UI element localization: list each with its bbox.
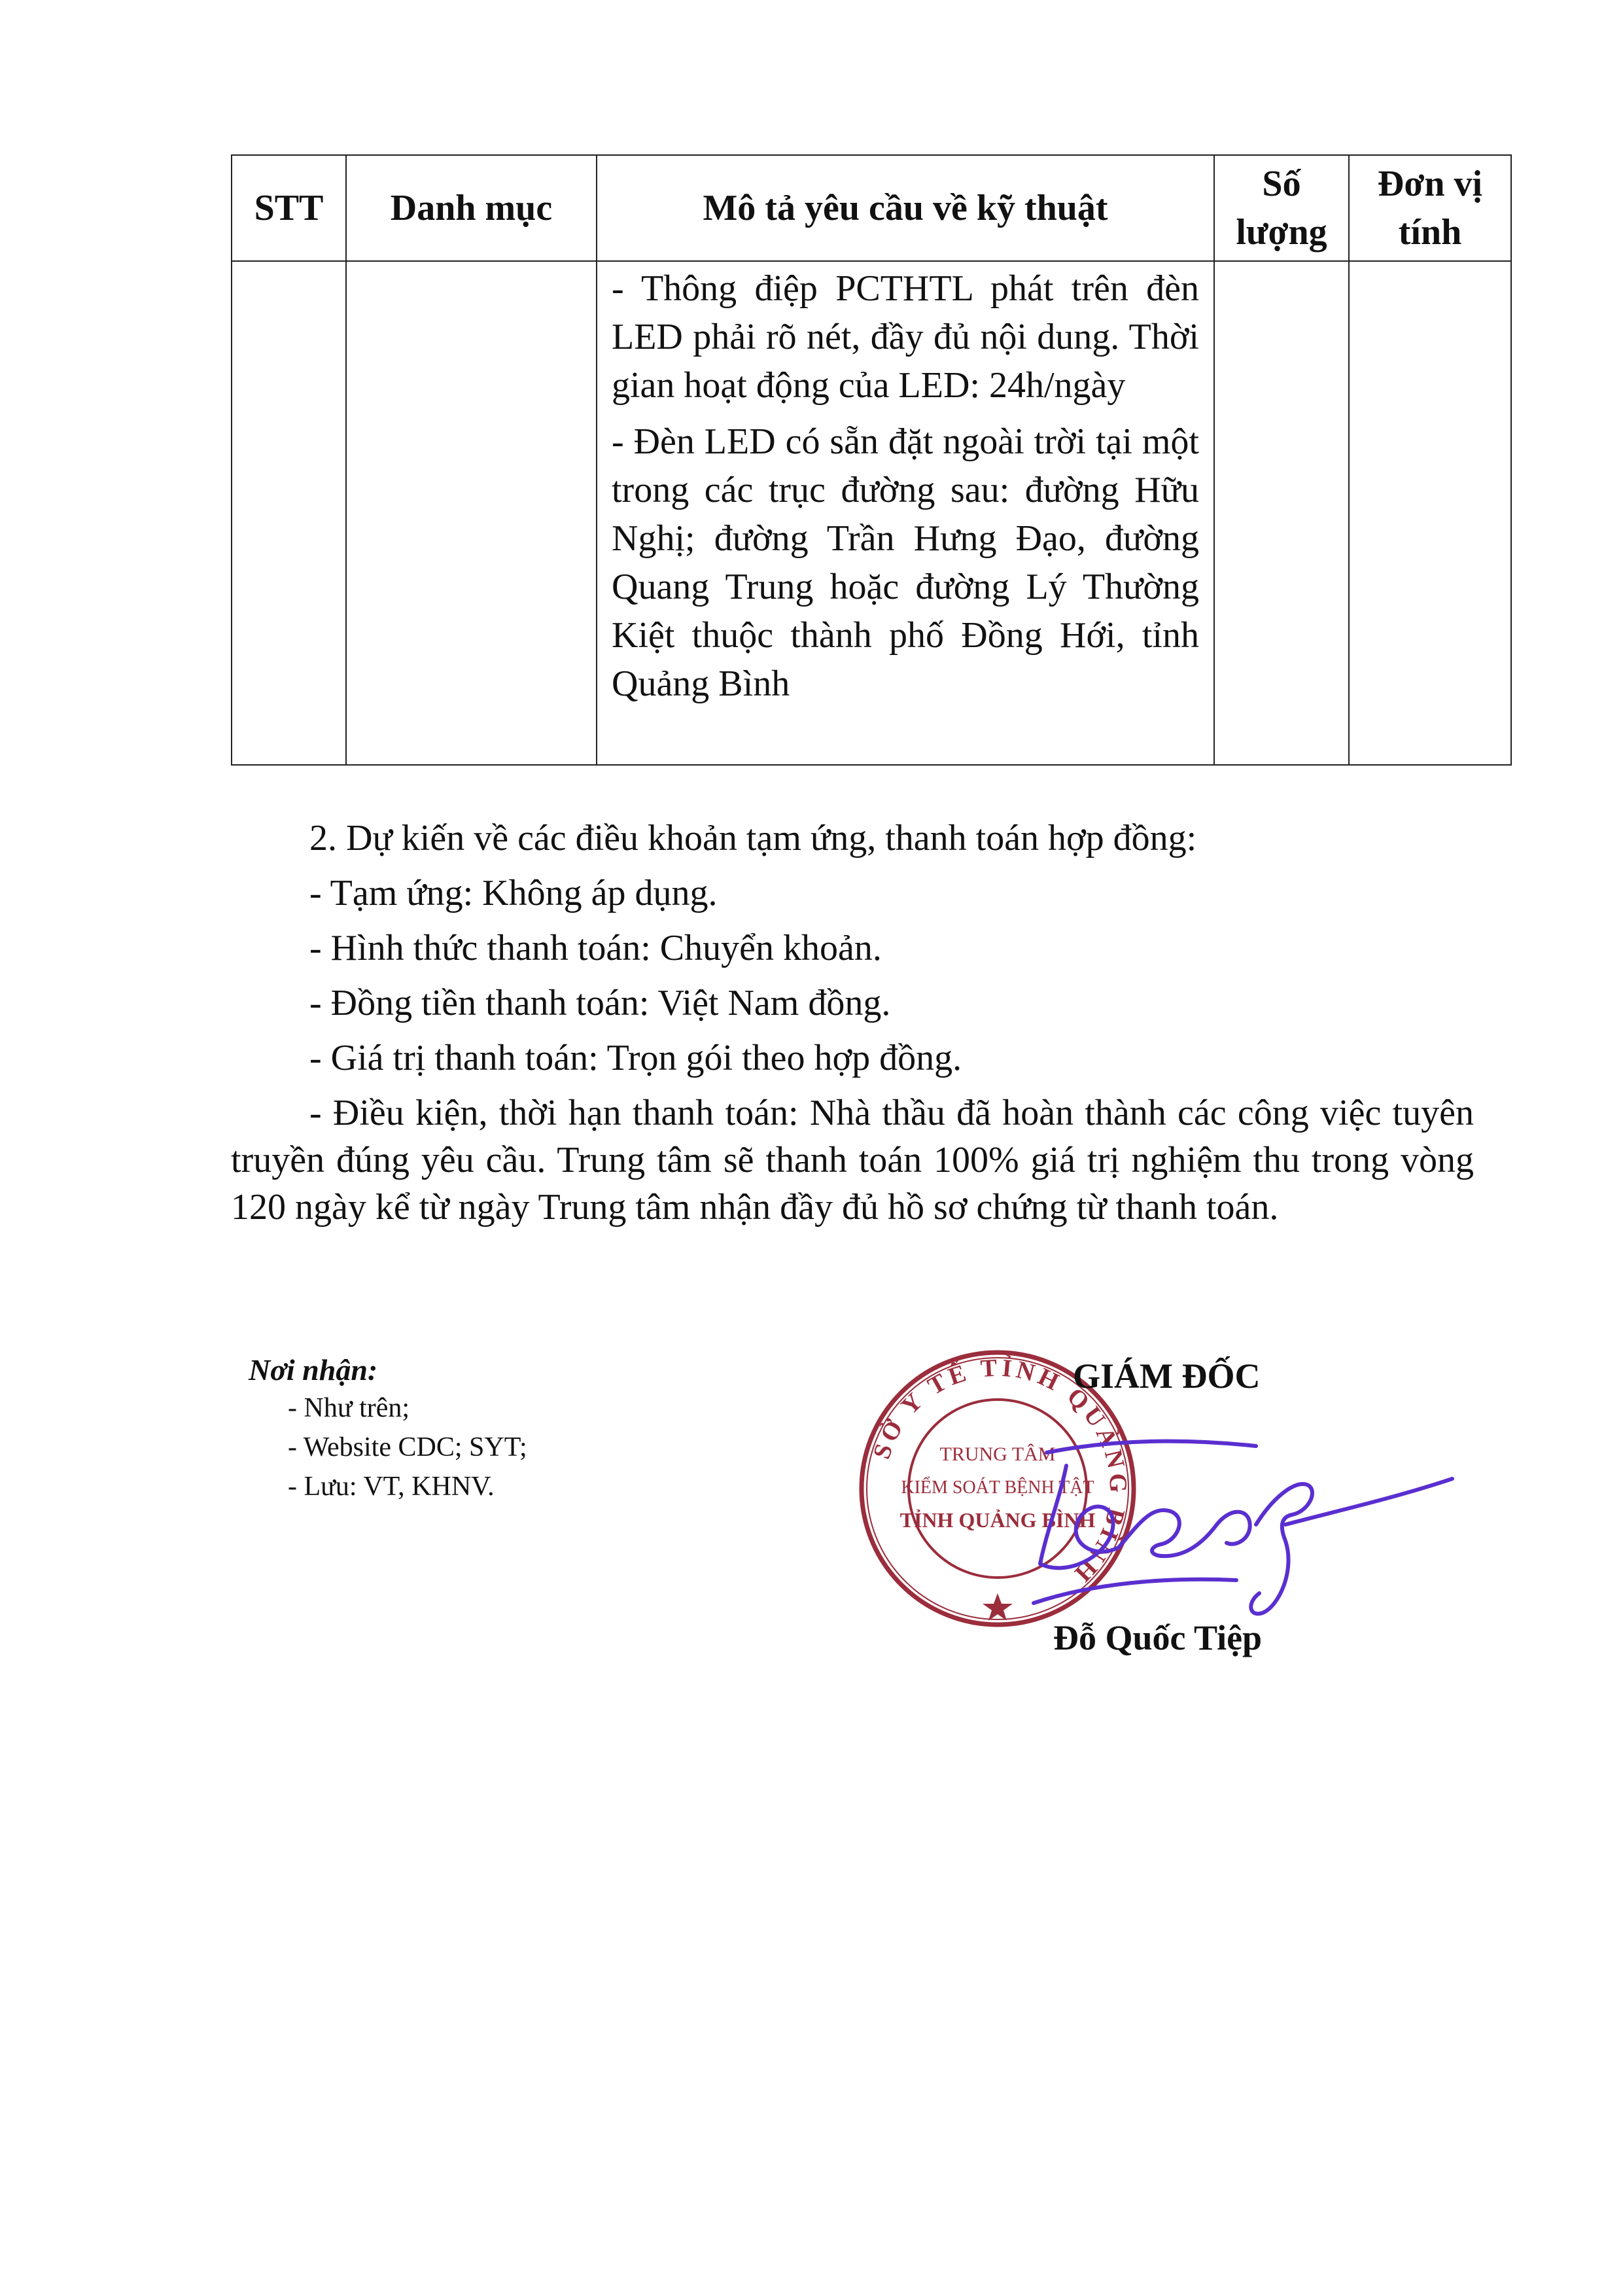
cell-quantity bbox=[1214, 261, 1349, 765]
cell-unit bbox=[1349, 261, 1511, 765]
recipient-item: - Website CDC; SYT; bbox=[288, 1432, 527, 1462]
header-category: Danh mục bbox=[346, 155, 597, 261]
recipients-list bbox=[246, 1390, 704, 1505]
recipients-block bbox=[246, 1351, 704, 1508]
stamp-line-1: TRUNG TÂM bbox=[939, 1443, 1056, 1465]
stamp-outer-text: SỞ Y TẾ TỈNH QUẢNG BÌNH bbox=[867, 1354, 1132, 1590]
cell-stt bbox=[232, 261, 346, 765]
payment-value-line: - Giá trị thanh toán: Trọn gói theo hợp đồng. bbox=[309, 1038, 962, 1078]
recipients-title: Nơi nhận: bbox=[249, 1353, 378, 1386]
recipient-item: - Lưu: VT, KHNV. bbox=[288, 1472, 495, 1502]
signer-name: Đỗ Quốc Tiệp bbox=[1053, 1618, 1263, 1657]
technical-spec-table bbox=[231, 154, 1512, 766]
signer-title: GIÁM ĐỐC bbox=[1073, 1356, 1261, 1396]
stamp-star-icon bbox=[983, 1593, 1013, 1621]
table-row bbox=[232, 261, 1511, 765]
cell-category bbox=[346, 261, 597, 765]
payment-conditions-paragraph: - Điều kiện, thời hạn thanh toán: Nhà thầu đã hoàn thành các công việc tuyên truyền đúng yêu cầu. Trung tâm sẽ thanh toán 100% giá trị nghiệm thu trong vòng 120 ngày kể từ ngày Trung tâm nhận đầy đủ hồ sơ chứng từ thanh toán. bbox=[231, 1093, 1474, 1227]
advance-payment-line: - Tạm ứng: Không áp dụng. bbox=[309, 873, 718, 913]
handwritten-signature bbox=[1021, 1426, 1472, 1642]
description-paragraph-1: - Thông điệp PCTHTL phát trên đèn LED phải rõ nét, đầy đủ nội dung. Thời gian hoạt động của LED: 24h/ngày bbox=[612, 268, 1199, 406]
section-heading: 2. Dự kiến về các điều khoản tạm ứng, thanh toán hợp đồng: bbox=[309, 818, 1197, 858]
header-quantity: Số lượng bbox=[1214, 155, 1349, 261]
header-unit: Đơn vị tính bbox=[1349, 155, 1511, 261]
header-stt: STT bbox=[232, 155, 346, 261]
currency-line: - Đồng tiền thanh toán: Việt Nam đồng. bbox=[309, 983, 891, 1023]
description-paragraph-2: - Đèn LED có sẵn đặt ngoài trời tại một trong các trục đường sau: đường Hữu Nghị; đường Trần Hưng Đạo, đường Quang Trung hoặc đường Lý Thường Kiệt thuộc thành phố Đồng Hới, tỉnh Quảng Bình bbox=[612, 421, 1199, 704]
payment-method-line: - Hình thức thanh toán: Chuyển khoản. bbox=[309, 928, 882, 968]
table-header-row bbox=[232, 155, 1511, 261]
cell-description bbox=[597, 261, 1214, 765]
stamp-line-2: KIỂM SOÁT BỆNH TẬT bbox=[901, 1477, 1094, 1498]
stamp-line-3: TỈNH QUẢNG BÌNH bbox=[899, 1508, 1096, 1532]
payment-terms-section bbox=[231, 815, 1474, 1239]
recipient-item: - Như trên; bbox=[288, 1393, 410, 1423]
header-description: Mô tả yêu cầu về kỹ thuật bbox=[597, 155, 1214, 261]
